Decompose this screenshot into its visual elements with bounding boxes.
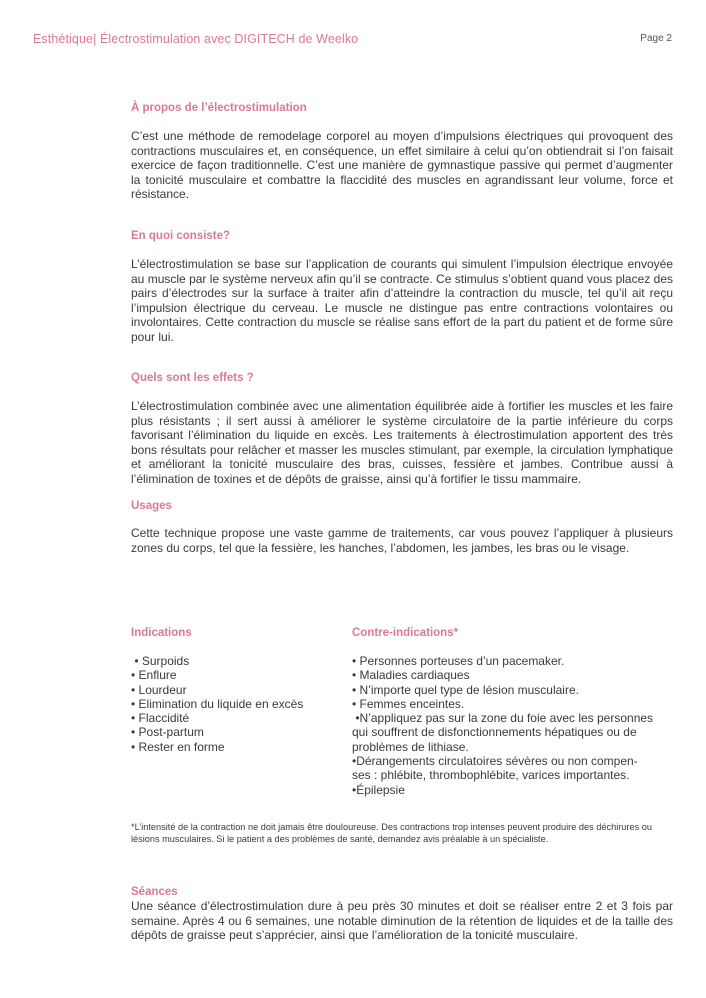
section-paragraph: L’électrostimulation combinée avec une alimentation équilibrée aide à fortifier les muscles et les faire plus résistants ; il sert aussi à améliorer le système circulatoire de la partie inférieure du corps favorisant l’élimination du liquide en excès. Les traitements à électrostimulation apportent des très bons résultats pour relâcher et masser les muscles stimulant, par exemple, la circulation lymphatique et améliorant la tonicité musculaire des bras, cuisses, fessière et jambes. Contribue aussi à l’élimination de toxines et de dépôts de graisse, ainsi qu’à fortifier le tissu mammaire. bbox=[131, 399, 673, 486]
footnote: *L’intensité de la contraction ne doit jamais être douloureuse. Des contractions trop intenses peuvent produire des déchirures ou lésions musculaires. Si le patient a des problèmes de santé, demandez avis préalable à un spécialiste. bbox=[131, 822, 652, 844]
section-paragraph: Cette technique propose une vaste gamme de traitements, car vous pouvez l’appliquer à plusieurs zones du corps, tel que la fessière, les hanches, l’abdomen, les jambes, les bras ou le visage. bbox=[131, 526, 673, 555]
section-heading: En quoi consiste? bbox=[131, 230, 231, 242]
list-item: • Rester en forme bbox=[131, 739, 225, 754]
section-seances bbox=[131, 886, 673, 943]
section-about bbox=[131, 102, 673, 202]
list-item: • Maladies cardiaques bbox=[352, 668, 470, 683]
section-heading: Séances bbox=[131, 886, 178, 898]
section-paragraph: Une séance d’électrostimulation dure à peu près 30 minutes et doit se réaliser entre 2 et 3 fois par semaine. Après 4 ou 6 semaines, une notable diminution de la rétention de liquides et de la taille des dépôts de graisse peut s’apprécier, ainsi que l’amélioration de la tonicité musculaire. bbox=[131, 899, 673, 943]
section-paragraph: L’électrostimulation se base sur l’application de courants qui simulent l’impulsion électrique envoyée au muscle par le système nerveux afin qu’il se contracte. Ce stimulus s’obtient quand vous placez des pairs d’électrodes sur la surface à traiter afin d’atteindre la contraction du muscle, tel qu’il ait reçu l’impulsion électrique du cerveau. Le muscle ne distingue pas entre contractions volontaires ou involontaires. Cette contraction du muscle se réalise sans effort de la part du patient et de forme sûre pour lui. bbox=[131, 257, 673, 344]
section-heading: À propos de l’électrostimulation bbox=[131, 102, 307, 114]
section-heading: Quels sont les effets ? bbox=[131, 372, 254, 384]
page-number: Page 2 bbox=[640, 33, 672, 44]
footnote-block bbox=[131, 821, 673, 845]
list-item: •Dérangements circulatoires sévères ou non compen- bbox=[352, 754, 638, 769]
section-what bbox=[131, 230, 673, 345]
contraindications-list bbox=[352, 654, 672, 797]
list-item: • Lourdeur bbox=[131, 682, 187, 697]
section-paragraph: C’est une méthode de remodelage corporel au moyen d’impulsions électriques qui provoquent des contractions musculaires et, en conséquence, un effet similaire à celui qu’on obtiendrait si l’on faisait exercice de façon traditionnelle. C’est une manière de gymnastique passive qui permet d’augmenter la tonicité musculaire et combattre la flaccidité des muscles en agrandissant leur volume, force et résistance. bbox=[131, 129, 673, 202]
list-item: •Épilepsie bbox=[352, 782, 405, 797]
section-heading: Usages bbox=[131, 500, 172, 512]
list-item: •N’appliquez pas sur la zone du foie avec les personnes bbox=[352, 711, 654, 726]
list-item: • N’importe quel type de lésion musculaire. bbox=[352, 682, 579, 697]
list-item: • Enflure bbox=[131, 668, 177, 683]
indications-column bbox=[131, 627, 341, 754]
list-item: • Flaccidité bbox=[131, 711, 190, 726]
document-header-title: Esthétique| Électrostimulation avec DIGITECH de Weelko bbox=[33, 32, 359, 46]
list-item: qui souffrent de disfonctionnements hépatiques ou de bbox=[352, 725, 637, 740]
contraindications-column bbox=[352, 627, 672, 797]
list-item: • Surpoids bbox=[131, 654, 190, 668]
contraindications-heading: Contre-indications* bbox=[352, 627, 459, 639]
list-item: • Femmes enceintes. bbox=[352, 696, 465, 711]
list-item: • Post-partum bbox=[131, 725, 204, 740]
indications-heading: Indications bbox=[131, 627, 192, 639]
section-effects bbox=[131, 372, 673, 487]
indications-list bbox=[131, 654, 341, 754]
list-item: • Personnes porteuses d’un pacemaker. bbox=[352, 654, 565, 668]
list-item: problèmes de lithiase. bbox=[352, 739, 469, 754]
list-item: • Elimination du liquide en excès bbox=[131, 696, 304, 711]
list-item: ses : phlébite, thrombophlébite, varices importantes. bbox=[352, 768, 630, 783]
section-usages bbox=[131, 500, 673, 555]
